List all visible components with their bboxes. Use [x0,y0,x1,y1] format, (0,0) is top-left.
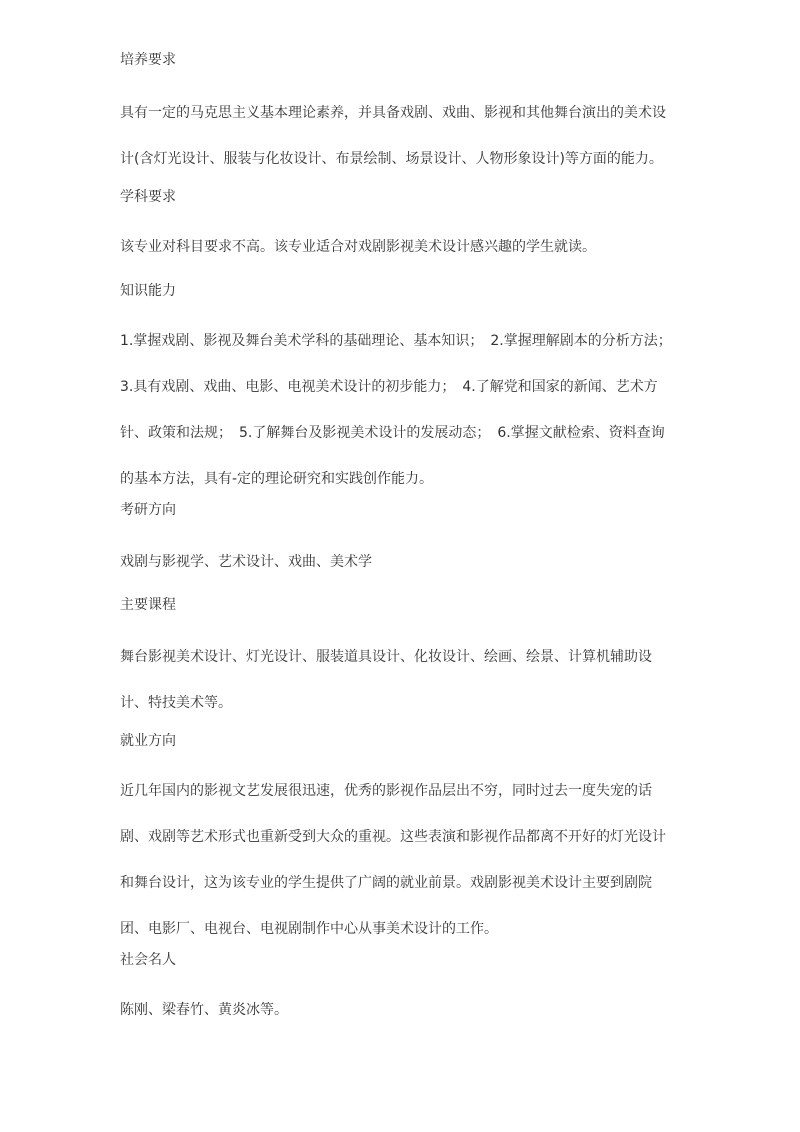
section-heading: 主要课程 [120,597,176,613]
section-notable-people [120,950,176,970]
paragraph-line: 具有一定的马克思主义基本理论素养，并具备戏剧、戏曲、影视和其他舞台演出的美术设 [120,105,666,121]
paragraph-line: 计(含灯光设计、服装与化妆设计、布景绘制、场景设计、人物形象设计)等方面的能力。 [120,151,663,167]
paragraph-line: 1.掌握戏剧、影视及舞台美术学科的基础理论、基本知识； 2.掌握理解剧本的分析方法； [120,333,672,349]
paragraph-line: 舞台影视美术设计、灯光设计、服装道具设计、化妆设计、绘画、绘景、计算机辅助设 [120,649,652,665]
section-training-requirements [120,50,176,70]
section-body [120,224,596,270]
paragraph-line: 针、政策和法规； 5.了解舞台及影视美术设计的发展动态； 6.掌握文献检索、资料查询 [120,425,665,441]
section-heading: 培养要求 [120,52,176,68]
section-heading: 知识能力 [120,283,176,299]
section-body [120,90,666,182]
section-body [120,539,372,585]
paragraph-line: 的基本方法，具有-定的理论研究和实践创作能力。 [120,471,434,487]
section-heading: 社会名人 [120,952,176,968]
paragraph-line: 剧、戏剧等艺术形式也重新受到大众的重视。这些表演和影视作品都离不开好的灯光设计 [120,829,666,845]
section-subject-requirements [120,187,176,207]
section-body [120,987,288,1033]
section-heading: 就业方向 [120,733,176,749]
paragraph-line: 该专业对科目要求不高。该专业适合对戏剧影视美术设计感兴趣的学生就读。 [120,239,596,255]
section-body [120,768,666,952]
section-graduate-study [120,500,176,520]
section-body [120,634,652,726]
paragraph-line: 团、电影厂、电视台、电视剧制作中心从事美术设计的工作。 [120,921,498,937]
paragraph-line: 计、特技美术等。 [120,695,232,711]
section-main-courses [120,595,176,615]
paragraph-line: 近几年国内的影视文艺发展很迅速，优秀的影视作品层出不穷，同时过去一度失宠的话 [120,783,652,799]
section-body [120,318,672,502]
section-heading: 考研方向 [120,502,176,518]
section-knowledge-abilities [120,281,176,301]
paragraph-line: 3.具有戏剧、戏曲、电影、电视美术设计的初步能力； 4.了解党和国家的新闻、艺术方 [120,379,658,395]
paragraph-line: 和舞台设计，这为该专业的学生提供了广阔的就业前景。戏剧影视美术设计主要到剧院 [120,875,652,891]
section-employment [120,731,176,751]
section-heading: 学科要求 [120,189,176,205]
paragraph-line: 戏剧与影视学、艺术设计、戏曲、美术学 [120,554,372,570]
paragraph-line: 陈刚、梁春竹、黄炎冰等。 [120,1002,288,1018]
